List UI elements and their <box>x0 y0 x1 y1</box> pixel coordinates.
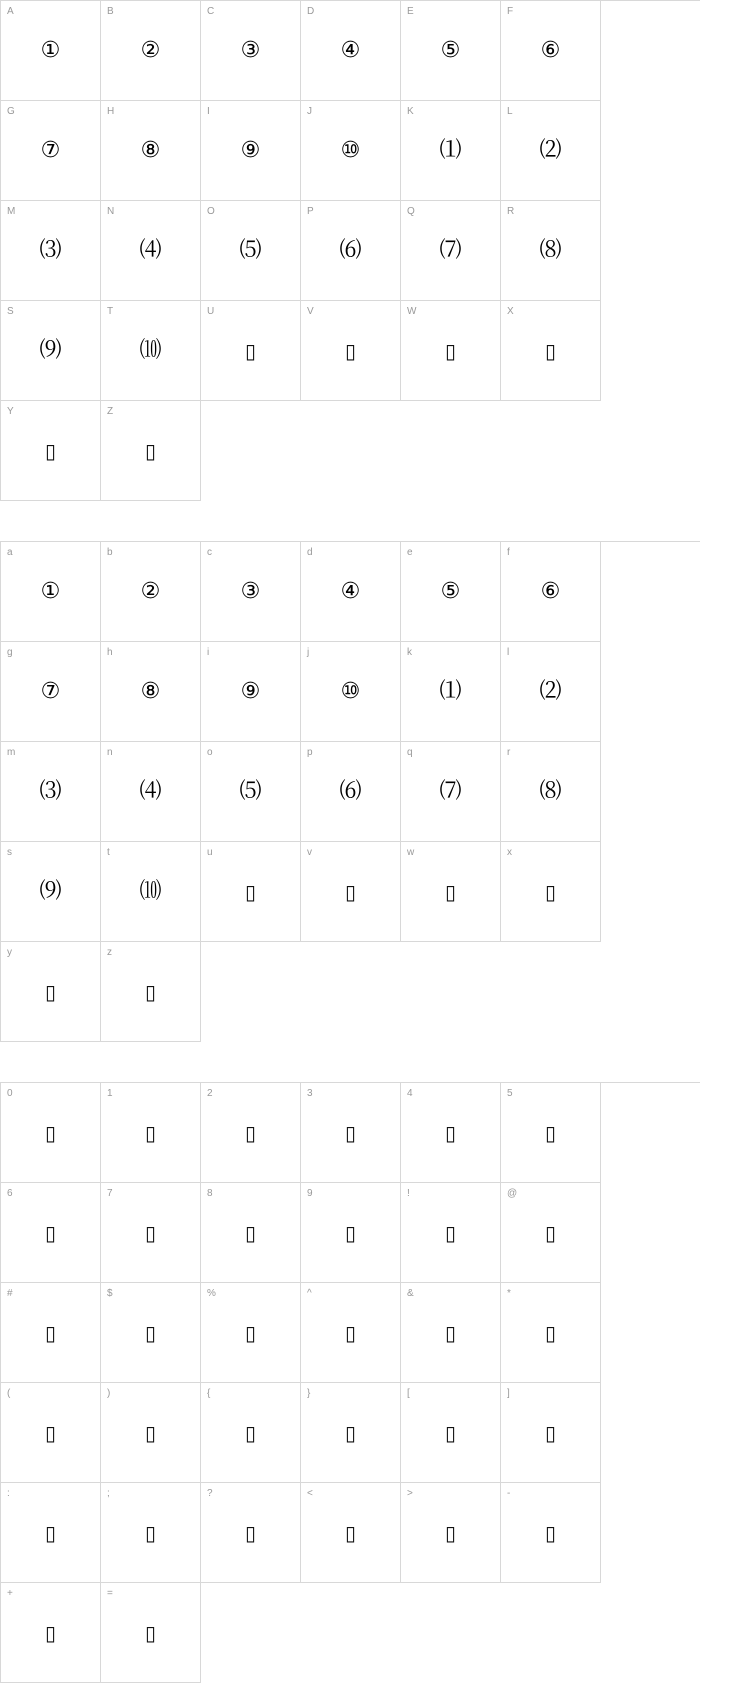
glyph-cell-label: e <box>407 547 413 558</box>
glyph-cell-character: ⑵ <box>539 678 562 704</box>
glyph-cell-character: ⑷ <box>139 778 162 804</box>
glyph-cell[interactable] <box>301 1383 401 1483</box>
glyph-cell[interactable] <box>401 1 501 101</box>
glyph-cell[interactable] <box>501 1 601 101</box>
glyph-cell-label: 9 <box>307 1188 313 1199</box>
glyph-cell-label: u <box>207 847 213 858</box>
glyph-cell[interactable] <box>1 1 101 101</box>
glyph-cell-character: ② <box>140 578 161 604</box>
glyph-cell-character: ▯ <box>244 1120 256 1145</box>
glyph-cell-character: ▯ <box>544 1520 556 1545</box>
glyph-cell-character: ⑹ <box>339 778 362 804</box>
glyph-cell[interactable] <box>101 742 201 842</box>
glyph-cell-label: > <box>407 1488 413 1499</box>
glyph-cell-character: ▯ <box>344 1320 356 1345</box>
glyph-cell[interactable] <box>1 842 101 942</box>
glyph-cell-character: ⑤ <box>440 37 461 63</box>
glyph-cell-character: ⑦ <box>40 678 61 704</box>
glyph-cell-label: W <box>407 306 417 317</box>
glyph-cell-label: I <box>207 106 210 117</box>
glyph-cell[interactable] <box>501 201 601 301</box>
glyph-cell-character: ▯ <box>144 1620 156 1645</box>
glyph-cell-label: M <box>7 206 16 217</box>
glyph-cell[interactable] <box>201 1083 301 1183</box>
glyph-grid-symbols <box>0 1082 700 1683</box>
glyph-cell[interactable] <box>1 1283 101 1383</box>
glyph-cell-character: ④ <box>340 37 361 63</box>
glyph-cell[interactable] <box>201 201 301 301</box>
glyph-cell[interactable] <box>201 1183 301 1283</box>
glyph-cell-character: ▯ <box>244 879 256 904</box>
glyph-cell-label: H <box>107 106 115 117</box>
glyph-cell-label: d <box>307 547 313 558</box>
glyph-cell[interactable] <box>1 101 101 201</box>
glyph-cell-label: % <box>207 1288 216 1299</box>
glyph-cell-label: [ <box>407 1388 410 1399</box>
glyph-cell-character: ④ <box>340 578 361 604</box>
glyph-cell-character: ⑺ <box>439 778 462 804</box>
glyph-cell-label: c <box>207 547 212 558</box>
glyph-cell-character: ▯ <box>444 1220 456 1245</box>
glyph-cell-character: ⑻ <box>539 778 562 804</box>
glyph-cell[interactable] <box>501 1083 601 1183</box>
glyph-cell[interactable] <box>201 542 301 642</box>
glyph-cell-label: ( <box>7 1388 11 1399</box>
glyph-cell-label: 7 <box>107 1188 113 1199</box>
glyph-cell-character: ▯ <box>244 1420 256 1445</box>
glyph-cell-character: ⑨ <box>240 137 261 163</box>
glyph-cell-label: ! <box>407 1188 410 1199</box>
glyph-cell-label: F <box>507 6 514 17</box>
glyph-cell-character: ⑼ <box>39 337 62 363</box>
glyph-cell-character: ▯ <box>544 1220 556 1245</box>
glyph-cell[interactable] <box>101 1383 201 1483</box>
glyph-cell-label: L <box>507 106 513 117</box>
glyph-cell[interactable] <box>101 101 201 201</box>
glyph-cell[interactable] <box>501 101 601 201</box>
glyph-cell-character: ▯ <box>44 1320 56 1345</box>
glyph-cell-label: z <box>107 947 112 958</box>
glyph-cell-label: E <box>407 6 414 17</box>
glyph-cell-label: C <box>207 6 215 17</box>
glyph-cell-label: { <box>207 1388 211 1399</box>
glyph-cell-label: v <box>307 847 312 858</box>
glyph-cell-label: S <box>7 306 14 317</box>
glyph-cell-character: ▯ <box>44 979 56 1004</box>
glyph-cell-label: g <box>7 647 13 658</box>
glyph-cell-label: i <box>207 647 210 658</box>
glyph-cell-character: ⑺ <box>439 237 462 263</box>
glyph-cell-character: ⑤ <box>440 578 461 604</box>
glyph-cell-label: ^ <box>307 1288 312 1299</box>
glyph-cell[interactable] <box>401 742 501 842</box>
glyph-cell[interactable] <box>501 1383 601 1483</box>
glyph-cell[interactable] <box>101 201 201 301</box>
glyph-cell[interactable] <box>301 1283 401 1383</box>
glyph-cell-label: f <box>507 547 510 558</box>
glyph-cell-character: ⑶ <box>39 778 62 804</box>
glyph-cell[interactable] <box>101 1483 201 1583</box>
glyph-cell-character: ▯ <box>344 1420 356 1445</box>
glyph-cell[interactable] <box>401 642 501 742</box>
glyph-cell-character: ▯ <box>444 1420 456 1445</box>
glyph-cell-character: ▯ <box>244 338 256 363</box>
glyph-cell-character: ▯ <box>544 338 556 363</box>
glyph-cell[interactable] <box>501 642 601 742</box>
glyph-cell-label: q <box>407 747 413 758</box>
glyph-cell-character: ⑩ <box>340 678 361 704</box>
glyph-cell[interactable] <box>201 1283 301 1383</box>
glyph-cell[interactable] <box>201 842 301 942</box>
glyph-cell-label: 4 <box>407 1088 413 1099</box>
glyph-cell-character: ⑹ <box>339 237 362 263</box>
glyph-cell[interactable] <box>1 542 101 642</box>
glyph-cell[interactable] <box>501 1283 601 1383</box>
glyph-cell-character: ▯ <box>444 338 456 363</box>
glyph-cell-label: $ <box>107 1288 113 1299</box>
glyph-cell[interactable] <box>201 642 301 742</box>
glyph-cell[interactable] <box>501 1483 601 1583</box>
glyph-cell-label: } <box>307 1388 311 1399</box>
glyph-cell-character: ⑨ <box>240 678 261 704</box>
glyph-cell-character: ▯ <box>444 879 456 904</box>
glyph-cell[interactable] <box>501 742 601 842</box>
glyph-cell[interactable] <box>401 1383 501 1483</box>
glyph-cell[interactable] <box>301 842 401 942</box>
glyph-cell-label: & <box>407 1288 414 1299</box>
glyph-cell-label: x <box>507 847 512 858</box>
glyph-cell-character: ▯ <box>344 338 356 363</box>
glyph-cell-character: ⑸ <box>239 778 262 804</box>
glyph-cell[interactable] <box>401 1483 501 1583</box>
glyph-cell[interactable] <box>101 1 201 101</box>
glyph-cell-label: N <box>107 206 115 217</box>
glyph-cell-label: B <box>107 6 114 17</box>
glyph-cell[interactable] <box>1 942 101 1042</box>
glyph-cell[interactable] <box>201 101 301 201</box>
glyph-cell-label: a <box>7 547 13 558</box>
glyph-cell-label: = <box>107 1588 113 1599</box>
glyph-cell[interactable] <box>401 542 501 642</box>
glyph-cell[interactable] <box>401 201 501 301</box>
glyph-cell-character: ▯ <box>144 1120 156 1145</box>
glyph-cell-character: ① <box>40 37 61 63</box>
glyph-cell-character: ▯ <box>144 1420 156 1445</box>
glyph-cell[interactable] <box>301 1083 401 1183</box>
glyph-cell-character: ▯ <box>144 1320 156 1345</box>
glyph-cell[interactable] <box>401 101 501 201</box>
glyph-cell-character: ⑥ <box>540 37 561 63</box>
glyph-cell[interactable] <box>1 401 101 501</box>
glyph-cell-character: ⑦ <box>40 137 61 163</box>
glyph-cell[interactable] <box>401 1283 501 1383</box>
glyph-cell[interactable] <box>201 1483 301 1583</box>
glyph-cell-label: 2 <box>207 1088 213 1099</box>
glyph-cell-character: ⑴ <box>439 678 462 704</box>
glyph-grid-lowercase <box>0 541 700 1042</box>
glyph-cell[interactable] <box>101 1083 201 1183</box>
glyph-cell-label: ) <box>107 1388 111 1399</box>
glyph-cell-label: D <box>307 6 315 17</box>
glyph-cell-character: ▯ <box>44 438 56 463</box>
glyph-cell-character: ▯ <box>44 1620 56 1645</box>
glyph-cell[interactable] <box>101 1183 201 1283</box>
glyph-cell-label: m <box>7 747 16 758</box>
glyph-cell-label: U <box>207 306 215 317</box>
glyph-cell-character: ▯ <box>244 1220 256 1245</box>
glyph-cell-character: ▯ <box>544 1320 556 1345</box>
glyph-cell-label: r <box>507 747 511 758</box>
glyph-cell-character: ▯ <box>544 879 556 904</box>
glyph-cell-character: ▯ <box>544 1420 556 1445</box>
glyph-cell[interactable] <box>101 401 201 501</box>
glyph-cell[interactable] <box>301 101 401 201</box>
glyph-cell[interactable] <box>1 642 101 742</box>
glyph-cell-label: Z <box>107 406 114 417</box>
glyph-cell-character: ▯ <box>244 1320 256 1345</box>
glyph-cell-label: p <box>307 747 313 758</box>
glyph-cell[interactable] <box>1 1583 101 1683</box>
glyph-cell-character: ③ <box>240 37 261 63</box>
glyph-cell-label: < <box>307 1488 313 1499</box>
glyph-cell[interactable] <box>101 1283 201 1383</box>
glyph-cell-character: ▯ <box>44 1520 56 1545</box>
glyph-cell-character: ▯ <box>244 1520 256 1545</box>
glyph-cell[interactable] <box>101 301 201 401</box>
glyph-cell[interactable] <box>301 642 401 742</box>
glyph-cell-character: ① <box>40 578 61 604</box>
glyph-cell[interactable] <box>1 1083 101 1183</box>
glyph-cell-character: ▯ <box>444 1320 456 1345</box>
glyph-cell[interactable] <box>101 842 201 942</box>
glyph-cell-character: ⑼ <box>39 878 62 904</box>
glyph-cell[interactable] <box>501 301 601 401</box>
glyph-cell-character: ▯ <box>44 1120 56 1145</box>
glyph-cell[interactable] <box>201 301 301 401</box>
glyph-cell[interactable] <box>401 842 501 942</box>
glyph-cell-character: ⑩ <box>340 137 361 163</box>
glyph-cell[interactable] <box>401 1183 501 1283</box>
glyph-cell-label: Y <box>7 406 14 417</box>
glyph-cell-character: ▯ <box>144 1520 156 1545</box>
glyph-cell[interactable] <box>301 542 401 642</box>
glyph-cell-label: h <box>107 647 113 658</box>
glyph-cell-label: j <box>307 647 310 658</box>
glyph-cell-character: ▯ <box>344 1120 356 1145</box>
glyph-cell-character: ▯ <box>344 879 356 904</box>
glyph-cell[interactable] <box>301 1483 401 1583</box>
glyph-cell-label: y <box>7 947 12 958</box>
glyph-cell-label: P <box>307 206 314 217</box>
glyph-cell-label: k <box>407 647 412 658</box>
glyph-cell-label: t <box>107 847 110 858</box>
glyph-cell-character: ⑷ <box>139 237 162 263</box>
glyph-cell-label: 3 <box>307 1088 313 1099</box>
glyph-cell-label: G <box>7 106 15 117</box>
glyph-cell-label: l <box>507 647 510 658</box>
glyph-cell-character: ③ <box>240 578 261 604</box>
glyph-cell-character: ⑶ <box>39 237 62 263</box>
glyph-cell-character: ▯ <box>344 1220 356 1245</box>
glyph-cell-character: ▯ <box>44 1220 56 1245</box>
glyph-cell[interactable] <box>1 742 101 842</box>
glyph-cell-label: 8 <box>207 1188 213 1199</box>
glyph-cell[interactable] <box>101 642 201 742</box>
glyph-cell-label: Q <box>407 206 415 217</box>
glyph-cell-character: ▯ <box>144 979 156 1004</box>
glyph-cell-character: ⑥ <box>540 578 561 604</box>
glyph-cell-label: 5 <box>507 1088 513 1099</box>
glyph-cell[interactable] <box>1 1383 101 1483</box>
glyph-cell[interactable] <box>301 1183 401 1283</box>
glyph-cell[interactable] <box>301 1 401 101</box>
glyph-cell[interactable] <box>201 742 301 842</box>
glyph-cell-character: ② <box>140 37 161 63</box>
glyph-cell-character: ⑵ <box>539 137 562 163</box>
glyph-cell-character: ⑽ <box>139 878 162 904</box>
glyph-cell[interactable] <box>101 942 201 1042</box>
glyph-cell-character: ▯ <box>444 1120 456 1145</box>
glyph-cell-label: n <box>107 747 113 758</box>
glyph-cell[interactable] <box>1 201 101 301</box>
block-separator <box>0 501 700 541</box>
glyph-cell-label: ; <box>107 1488 110 1499</box>
glyph-cell-character: ▯ <box>144 438 156 463</box>
glyph-cell-label: - <box>507 1488 511 1499</box>
glyph-cell[interactable] <box>501 1183 601 1283</box>
glyph-cell-label: R <box>507 206 515 217</box>
glyph-cell-label: 0 <box>7 1088 13 1099</box>
glyph-cell-label: K <box>407 106 414 117</box>
glyph-cell-label: s <box>7 847 12 858</box>
glyph-cell-character: ▯ <box>444 1520 456 1545</box>
glyph-cell-character: ⑻ <box>539 237 562 263</box>
glyph-cell-label: @ <box>507 1188 518 1199</box>
glyph-cell-character: ▯ <box>544 1120 556 1145</box>
glyph-cell[interactable] <box>301 301 401 401</box>
glyph-cell[interactable] <box>1 1183 101 1283</box>
glyph-cell-character: ⑧ <box>140 137 161 163</box>
glyph-cell[interactable] <box>101 542 201 642</box>
glyph-cell-character: ⑽ <box>139 337 162 363</box>
glyph-cell[interactable] <box>1 301 101 401</box>
glyph-cell[interactable] <box>201 1 301 101</box>
glyph-cell-character: ▯ <box>44 1420 56 1445</box>
glyph-cell-label: T <box>107 306 114 317</box>
glyph-cell[interactable] <box>301 742 401 842</box>
block-separator <box>0 1042 700 1082</box>
glyph-cell-label: X <box>507 306 514 317</box>
glyph-cell[interactable] <box>401 1083 501 1183</box>
glyph-cell-label: * <box>507 1288 511 1299</box>
glyph-grid-uppercase <box>0 0 700 501</box>
glyph-cell-character: ⑧ <box>140 678 161 704</box>
glyph-cell-label: o <box>207 747 213 758</box>
glyph-cell-character: ▯ <box>344 1520 356 1545</box>
glyph-cell[interactable] <box>1 1483 101 1583</box>
glyph-cell-label: # <box>7 1288 13 1299</box>
glyph-cell-label: b <box>107 547 113 558</box>
glyph-cell-label: : <box>7 1488 10 1499</box>
glyph-cell-label: 1 <box>107 1088 113 1099</box>
glyph-cell-character: ⑴ <box>439 137 462 163</box>
glyph-cell-label: A <box>7 6 14 17</box>
glyph-cell[interactable] <box>501 542 601 642</box>
glyph-cell-label: w <box>407 847 415 858</box>
glyph-cell-label: + <box>7 1588 13 1599</box>
glyph-cell-character: ⑸ <box>239 237 262 263</box>
glyph-cell-label: O <box>207 206 215 217</box>
glyph-cell[interactable] <box>501 842 601 942</box>
glyph-cell[interactable] <box>201 1383 301 1483</box>
glyph-cell-label: V <box>307 306 314 317</box>
glyph-cell-label: J <box>307 106 312 117</box>
glyph-cell[interactable] <box>101 1583 201 1683</box>
glyph-cell-character: ▯ <box>144 1220 156 1245</box>
glyph-cell-label: 6 <box>7 1188 13 1199</box>
glyph-cell-label: ] <box>507 1388 510 1399</box>
glyph-cell[interactable] <box>301 201 401 301</box>
glyph-cell-label: ? <box>207 1488 213 1499</box>
glyph-cell[interactable] <box>401 301 501 401</box>
